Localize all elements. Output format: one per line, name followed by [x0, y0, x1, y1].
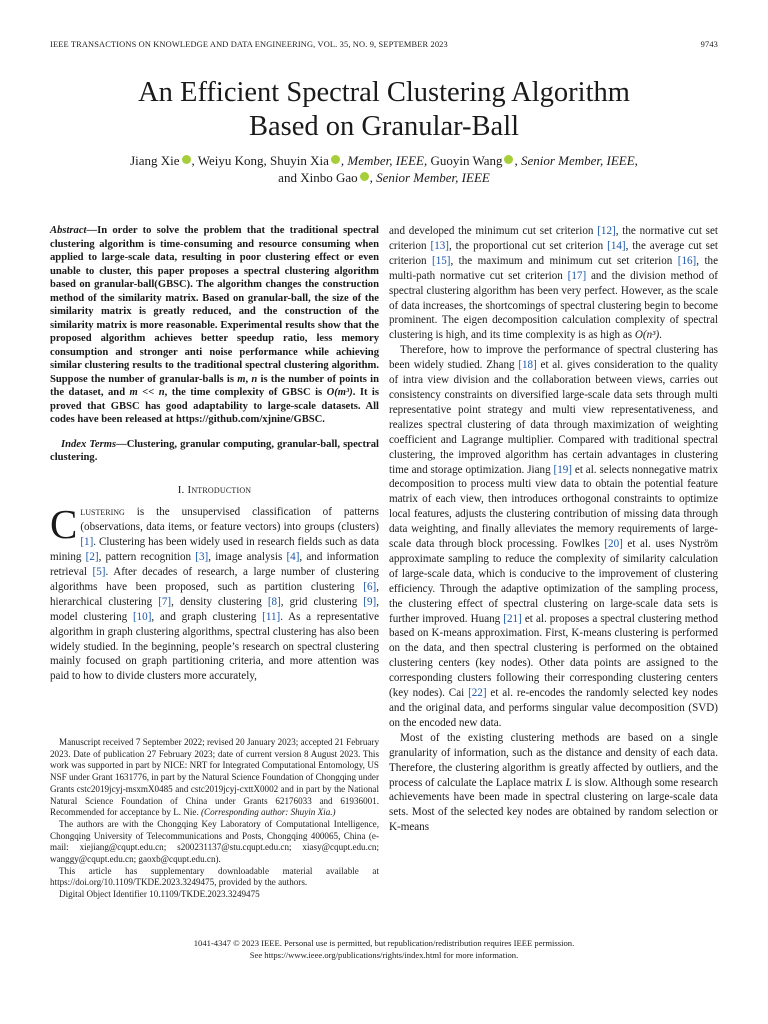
author-role: , Senior Member, IEEE — [369, 170, 490, 185]
footnote-manuscript — [50, 737, 379, 819]
author-role: , Member, IEEE, — [340, 153, 428, 168]
abstract-text: . It is proved that GBSC has good adaptability to large-scale datasets. All codes have been released at https://github.com/xjnine/GBSC. — [50, 387, 379, 425]
body-text: , hierarchical clustering — [50, 580, 379, 608]
paragraph — [389, 731, 718, 835]
body-text: , and information retrieval — [50, 551, 379, 579]
citation-link[interactable]: [15] — [432, 254, 451, 267]
title-line-1: An Efficient Spectral Clustering Algorithm — [138, 77, 630, 108]
math-om3: O(m³) — [326, 387, 353, 398]
abstract — [50, 224, 379, 427]
paragraph — [389, 343, 718, 731]
body-text: et al. re-encodes the randomly selected key nodes and the original data, and performs singular value decomposition (SVD) on the encoded new data. — [389, 687, 718, 729]
author-line-2 — [60, 169, 708, 186]
citation-link[interactable]: [12] — [597, 225, 616, 237]
body-text: , and graph clustering — [151, 610, 263, 623]
author-name: , Weiyu Kong, Shuyin Xia — [191, 153, 329, 168]
orcid-icon[interactable] — [182, 155, 191, 164]
body-text: et al. uses Nyström approximate sampling to reduce the complexity of similarity calculation of large-scale data, which is conducive to the improvement of clustering efficiency. Through the adaptive optimization of the sampling process, the clustering effect of spectral clustering on large-scale data sets is further improved. Huang — [389, 538, 718, 625]
body-text: . After decades of research, a large number of clustering algorithms have been proposed, such as partition clustering — [50, 566, 379, 593]
right-column — [389, 224, 718, 835]
abstract-text: , — [245, 373, 252, 385]
body-text: is slow. Although some research achievements have been made in spectral clustering on large-scale data sets. Most of the selected key nodes are obtained by random selection or K-means — [389, 776, 718, 834]
body-text: and the division method of spectral clustering algorithm has been very perfect. However, as the scale of data increases, the shortcomings of spectral clustering begin to become prominent. The eigen decomposition calculation complexity of spectral clustering is high, and its time complexity is as high as — [389, 269, 718, 342]
copyright-line-1: 1041-4347 © 2023 IEEE. Personal use is permitted, but republication/redistribution requires IEEE permission. — [193, 938, 575, 948]
copyright-line-2: See https://www.ieee.org/publications/rights/index.html for more information. — [249, 949, 519, 960]
abstract-text: —In order to solve the problem that the traditional spectral clustering algorithm is time-consuming and resource consuming when applied to large-scale data, resulting in poor clustering effect or even unable to cluster, this paper proposes a spectral clustering algorithm based on granular-ball(GBSC). The algorithm changes the construction method of the similarity matrix. Based on granular-ball, the size of the similarity matrix is greatly reduced, and the construction of the similarity matrix is more reasonable. Experimental results show that the proposed algorithm achieves better speedup ratio, less memory consumption and stronger anti noise performance while achieving similar clustering results to the traditional spectral clustering algorithm. Suppose the number of granular-balls is — [50, 225, 379, 385]
body-text: and developed the minimum cut set criterion — [389, 225, 598, 237]
body-text: , the multi-path normative cut set criterion — [389, 254, 718, 282]
index-terms-text: —Clustering, granular computing, granular-ball, spectral clustering. — [50, 438, 379, 463]
citation-link[interactable]: [4] — [286, 551, 300, 564]
journal-name: IEEE TRANSACTIONS ON KNOWLEDGE AND DATA ENGINEERING, VOL. 35, NO. 9, SEPTEMBER 2023 — [50, 40, 448, 49]
introduction-paragraph — [50, 501, 380, 684]
page-number: 9743 — [700, 40, 718, 49]
body-text: et al. gives consideration to the quality of intra view division and the collaboration between views, carries out consistency constraints on diversified large-scale data sets through multi representative point strategy and multi view representativeness, and realizes spectral clustering of data through maximization of weighting coefficient and Lagrange multiplier. Compared with traditional spectral clustering, the improved algorithm has certain advantages in clustering time and storage optimization. Jiang — [389, 359, 719, 476]
citation-link[interactable]: [14] — [607, 239, 626, 252]
author-role: , Senior Member, IEEE, — [514, 153, 638, 168]
citation-link[interactable]: [21] — [503, 612, 522, 625]
citation-link[interactable]: [7] — [158, 595, 172, 608]
index-terms-label: Index Terms — [61, 438, 117, 450]
citation-link[interactable]: [16] — [677, 254, 697, 267]
author-line-1 — [60, 152, 708, 169]
footnote-doi: Digital Object Identifier 10.1109/TKDE.2023.3249475 — [59, 889, 260, 900]
citation-link[interactable]: [19] — [553, 463, 572, 476]
section-title: Introduction — [187, 483, 252, 496]
body-text: is the unsupervised classification of patterns (observations, data items, or feature vectors) into groups (clusters) — [80, 506, 379, 534]
title-line-2: Based on Granular-Ball — [248, 111, 520, 142]
section-heading-introduction — [50, 483, 379, 498]
body-text: , image analysis — [208, 551, 287, 564]
citation-link[interactable]: [6] — [363, 580, 377, 593]
section-numeral: I. — [177, 483, 188, 496]
orcid-icon[interactable] — [331, 155, 340, 164]
footnote-text: Manuscript received 7 September 2022; revised 20 January 2023; accepted 21 February 2023. Date of publication 27 February 2023; date of current version 8 August 2023. This work was supported in part by NICE: NRT for Integrated Computational Entomology, US NSF under Grant 1631776, in part by the Natural Science Foundation of Chongqing under Grants cstc2019jcyj-msxmX0485 and cstc2019jcyj-cxttX0002 and in part by the National Natural Science Foundation of China under Grants 62176033 and 61936001. Recommended for acceptance by L. Nie. — [50, 737, 379, 818]
drop-cap: C — [50, 501, 78, 548]
citation-link[interactable]: [1] — [80, 536, 94, 549]
body-text: et al. selects nonnegative matrix decomposition to process multi view data to obtain the potential feature matrix of each view, then introduces orthogonal constraints to optimize local features, adjusts the clustering contribution of missing data through data weighting, and finally alleviates the memory requirements of large-scale data through block processing. Fowlkes — [389, 463, 719, 551]
index-terms — [50, 438, 379, 465]
paragraph — [389, 224, 718, 343]
lead-word: lustering — [80, 506, 125, 519]
abstract-text: is the number of points in the dataset, and — [50, 373, 379, 398]
author-name: Jiang Xie — [130, 153, 180, 168]
corresponding-author: (Corresponding author: Shuyin Xia.) — [201, 807, 336, 818]
left-column — [50, 224, 379, 684]
citation-link[interactable]: [5] — [92, 566, 106, 579]
abstract-text: , the time complexity of GBSC is — [164, 387, 327, 398]
body-text: , the maximum and minimum cut set criterion — [450, 254, 678, 267]
body-text: et al. proposes a spectral clustering method based on K-means approximation. First, K-means clustering is performed on the data, and then spectral clustering is performed on the obtained clustering centers (key nodes). Other data points are assigned to the corresponding clusters following their corresponding clustering centers (key nodes). Cai — [389, 612, 718, 700]
math-m: m — [237, 373, 246, 385]
math-n: n — [251, 373, 258, 385]
citation-link[interactable]: [20] — [604, 538, 623, 551]
body-text: , pattern recognition — [98, 551, 196, 564]
citation-link[interactable]: [18] — [518, 359, 537, 372]
body-text: Most of the existing clustering methods are based on a single granularity of information, such as the distance and density of each data. Therefore, the clustering algorithm is greatly affected by outliers, and the process of calculate the Laplace matrix — [389, 731, 718, 789]
body-text: . — [659, 329, 662, 342]
body-text: . Clustering has been widely used in research fields such as data mining — [50, 536, 379, 564]
author-name: and Xinbo Gao — [278, 170, 358, 185]
paper-title — [60, 76, 708, 144]
body-text: Therefore, how to improve the performance of spectral clustering has been widely studied. Zhang — [389, 344, 718, 372]
orcid-icon[interactable] — [504, 155, 513, 164]
abstract-label: Abstract — [50, 225, 87, 236]
author-name: Guoyin Wang — [427, 153, 503, 168]
citation-link[interactable]: [3] — [195, 551, 209, 564]
copyright-notice — [60, 938, 708, 961]
body-text: . As a representative algorithm in graph clustering algorithms, spectral clustering has also been widely studied. In the beginning, people’s research on spectral clustering mainly focused on graph partitioning criteria, and more attention was paid to how to divide clusters more accurately, — [50, 610, 380, 683]
citation-link[interactable]: [10] — [132, 610, 152, 623]
math-on3: O(n³) — [634, 329, 660, 342]
body-text: , the normative cut set criterion — [389, 225, 718, 252]
orcid-icon[interactable] — [360, 172, 369, 181]
first-page-footnote — [50, 737, 379, 901]
body-text: , grid clustering — [280, 595, 364, 608]
footnote-supplementary: This article has supplementary downloadable material available at https://doi.org/10.1109/TKDE.2023.3249475, provided by the authors. — [50, 865, 379, 888]
math-m-ll-n: m << n — [129, 387, 165, 398]
citation-link[interactable]: [13] — [430, 239, 449, 252]
citation-link[interactable]: [2] — [85, 551, 99, 564]
body-text: , model clustering — [50, 595, 379, 623]
body-text: , density clustering — [171, 595, 268, 608]
citation-link[interactable]: [11] — [262, 610, 281, 623]
citation-link[interactable]: [17] — [567, 269, 587, 282]
citation-link[interactable]: [22] — [468, 687, 487, 700]
footnote-affiliation: The authors are with the Chongqing Key Laboratory of Computational Intelligence, Chongqing University of Telecommunications and Posts, Chongqing 400065, China (e-mail: xiejiang@cqupt.edu.cn; s200231137@stu.cqupt.edu.cn; xiasy@cqupt.edu.cn; wanggy@cqupt.edu.cn; gaoxb@cqupt.edu.cn). — [50, 818, 379, 865]
math-l: L — [565, 776, 572, 789]
body-text: , the proportional cut set criterion — [448, 239, 608, 252]
body-text: , the average cut set criterion — [389, 239, 718, 267]
author-list — [60, 152, 708, 186]
citation-link[interactable]: [8] — [267, 595, 281, 608]
citation-link[interactable]: [9] — [363, 595, 377, 608]
